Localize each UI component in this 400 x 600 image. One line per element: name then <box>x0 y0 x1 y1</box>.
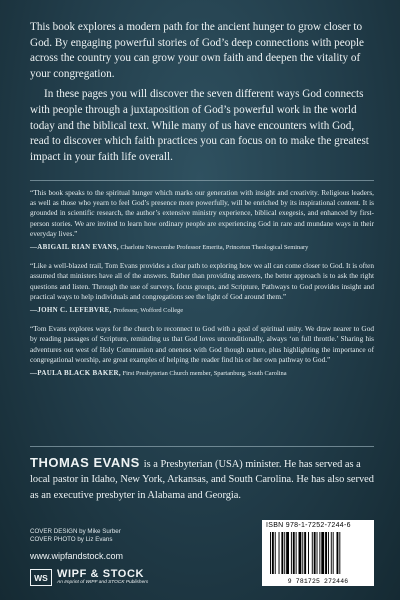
isbn-label: ISBN 978-1-7252-7244-6 <box>266 522 351 529</box>
endorser-title: Charlotte Newcombe Professor Emerita, Princeton Theological Seminary <box>120 244 309 252</box>
publisher-name: WIPF & STOCK <box>57 568 145 580</box>
publisher-logo-icon: WS <box>30 569 52 586</box>
endorsement-1 <box>30 188 374 253</box>
publisher-text <box>57 569 148 586</box>
endorsement-text: “Like a well-blazed trail, Tom Evans provides a clear path to exploring how we all can come closer to God. It is often assumed that ministers have all of the answers. Rather than providing answers, the better approach is to ask the right questions and listen. Through the use of surveys, focus groups, and Scripture, Pathways to God provides insight and practical ways to help individuals and congregations see the light of God around them.” <box>30 261 374 301</box>
author-name: THOMAS EVANS <box>30 455 140 470</box>
barcode-digits: 9 781725 272446 <box>287 578 349 585</box>
endorser-title: Professor, Wofford College <box>113 307 184 315</box>
endorsement-text: “This book speaks to the spiritual hunger which marks our generation with insight and creativity. Religious leaders, as well as those who yearn to feel God’s presence more powerfully, will be enriched by its inspirational content. It is grounded in scientific research, the author’s extensive ministry experience, biblical exegesis, and enhanced by first-person stories. We are invited to learn how ordinary people are experiencing God in rare and mundane ways in their everyday lives.” <box>30 188 374 238</box>
endorsement-attribution <box>30 305 374 316</box>
publisher-website: www.wipfandstock.com <box>30 551 124 561</box>
endorsement-attribution <box>30 368 374 379</box>
author-bio-text: is a Presbyterian (USA) minister. He has served as a local pastor in Idaho, New York, Arkansas, and South Carolina. He has also served as an executive presbyter in Alabama and Georgia. <box>30 459 374 501</box>
intro-paragraph-2: In these pages you will discover the seven different ways God connects with people through a juxtaposition of God’s powerful work in the world today and the biblical text. While many of us have encounters with God, read to discover which faith practices you can focus on to make the greatest impact in your faith life overall. <box>30 88 369 163</box>
cover-photo-credit: COVER PHOTO by Liz Evans <box>30 535 113 543</box>
endorsement-3 <box>30 324 374 379</box>
endorser-title: First Presbyterian Church member, Spartanburg, South Carolina <box>122 370 287 378</box>
publisher-block <box>30 569 148 586</box>
barcode-icon <box>270 532 366 574</box>
endorser-name: —JOHN C. LEFEBVRE, <box>30 306 112 315</box>
cover-design-credit: COVER DESIGN by Mike Surber <box>30 528 121 535</box>
cover-credits <box>30 528 121 543</box>
intro-paragraph-1: This book explores a modern path for the ancient hunger to grow closer to God. By engaging powerful stories of God’s deep connections with people across the country you can grow your own faith and deepen the vitality of your congregation. <box>30 21 365 80</box>
endorsement-2 <box>30 261 374 316</box>
endorsement-attribution <box>30 242 374 253</box>
intro-text <box>30 20 374 170</box>
endorser-name: —PAULA BLACK BAKER, <box>30 369 121 378</box>
publisher-imprint: An Imprint of WIPF and STOCK Publishers <box>57 580 149 585</box>
endorsement-text: “Tom Evans explores ways for the church to reconnect to God with a goal of spiritual unity. We draw nearer to God by reading passages of Scripture, reminding us that God loves unconditionally, always ‘on full throttle.’ Sharing his adventures out west of Holy Communion and oneness with God though nature, plus highlighting the importance of congregational worship, are great examples of helping the reader find his or her own pathway to God.” <box>30 324 374 364</box>
divider-bottom <box>30 446 374 447</box>
barcode-panel <box>262 520 374 586</box>
endorser-name: —ABIGAIL RIAN EVANS, <box>30 243 119 252</box>
author-bio <box>30 455 374 503</box>
divider-top <box>30 180 374 181</box>
endorsements <box>30 188 374 387</box>
